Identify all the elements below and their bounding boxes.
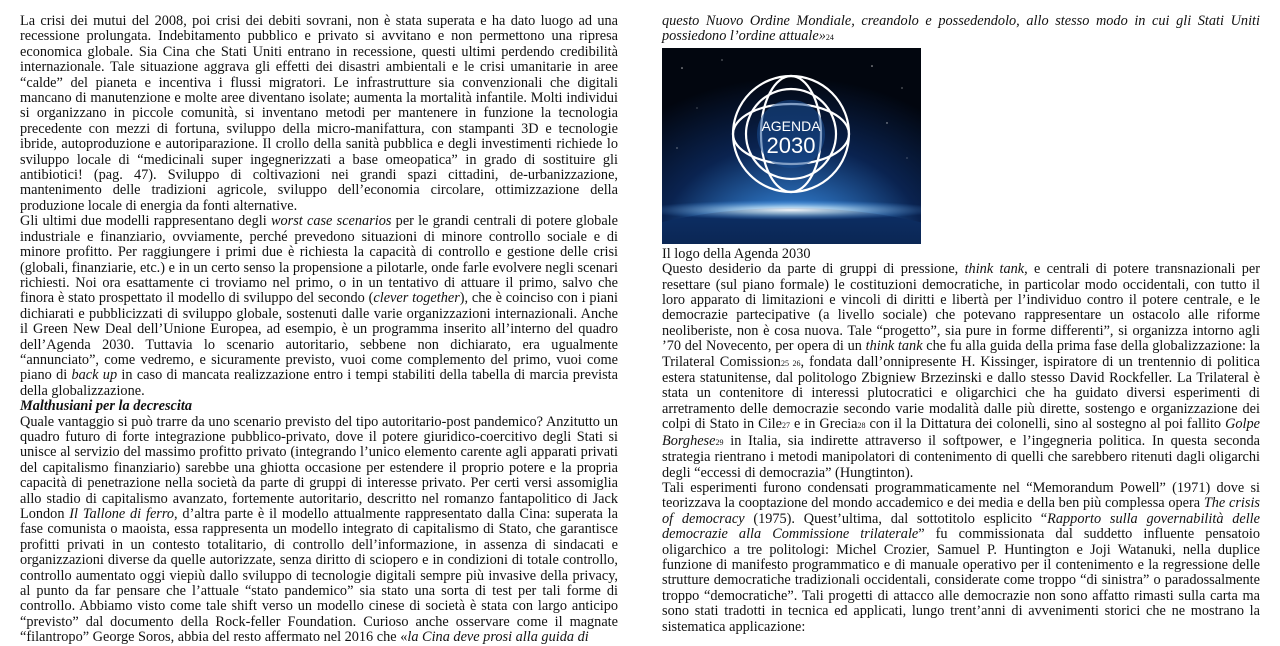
- footnote-ref: 24: [825, 33, 834, 43]
- section-heading: Malthusiani per la decrescita: [20, 398, 192, 415]
- figure-caption: Il logo della Agenda 2030: [662, 245, 811, 262]
- footnote-ref: 29: [715, 437, 724, 447]
- paragraph: Questo desiderio da parte di gruppi di pressione, think tank, e centrali di potere transnazionali per resettare (sul piano formale) le costituzioni democratiche, in particolar modo occidentali, con tutto il loro apparato di limitazioni e vincoli di diritti e libertà per l’individuo contro il potere centrale, e le democrazie partecipative (a livello sociale) che potevano rappresentare un ostacolo alle riforme neoliberiste, non è cosa nuova. Tale “progetto”, sia pure in forme differenti”, si organizza intorno agli ’70 del Novecento, per opera di un think tank che fu alla guida della prima fase della globalizzazione: la Trilateral Comission25 26, fondata dall’onnipresente H. Kissinger, ispiratore di un trentennio di politica estera statunitense, dal politologo Zbigniew Brzezinski e dallo stesso David Rockfeller. La Trilateral è stata un contenitore di interessi plutocratici e oligarchici che ha guidato diversi esperimenti di arretramento delle democrazie secondo varie modalità dalle più dirette, sostengo e organizzazione dei colpi di Stato in Cile27 e in Grecia28 con il la Dittatura dei colonelli, sino al sostegno al poi fallito Golpe Borghese29 in Italia, sia indirette attraverso il softpower, e l’ingegneria politica. In questa seconda strategia rientrano i metodi manipolatori di contenimento di quelli che sarebbero ritenuti dagli oligarchi degli “eccessi di democrazia” (Hungtinton).: [662, 261, 1261, 481]
- quote-continuation: questo Nuovo Ordine Mondiale, creandolo e possedendolo, allo stesso modo in cui gli Stati Uniti possiedono l’ordine attuale»24: [662, 13, 1260, 45]
- logo-year: 2030: [766, 132, 816, 158]
- right-column: [662, 14, 1260, 635]
- paragraph: Gli ultimi due modelli rappresentano degli worst case scenarios per le grandi centrali di potere globale industriale e finanziario, ovviamente, perché prevedono situazioni di minore controllo sociale e di minore profitto. Per raggiungere i primi due è richiesta la capacità di controllo e gestione delle crisi (globali, finanziarie, etc.) e in un certo senso la propensione a pilotarle, onde farle evolvere negli scenari richiesti. Noi ora esattamente ci troviamo nel primo, o in un tentativo di attuare il primo, salvo che finora è stato prospettato il modello di sviluppo del secondo (clever together), che è coinciso con i piani dichiarati e pubblicizzati di sviluppo globale, sostenuti dalle varie organizzazioni internazionali. Anche il Green New Deal dell’Unione Europea, ad esempio, è un programma inserito all’interno del quadro dell’Agenda 2030. Tuttavia lo scenario autoritario, sebbene non dichiarato, era ugualmente “annunciato”, come vedremo, e sicuramente previsto, vuoi come complemento del primo, vuoi come piano di back up in caso di mancata realizzazione entro i tempi stabiliti della tabella di marcia prevista della globalizzazione.: [20, 213, 619, 399]
- footnote-ref: 27: [782, 421, 790, 431]
- footnote-ref: 25 26: [780, 358, 801, 368]
- paragraph: Tali esperimenti furono condensati programmaticamente nel “Memorandum Powell” (1971) dove si teorizzava la cooptazione del mondo accademico e dei media e della ben più complessa opera The crisis of democracy (1975). Quest’ultima, dal sottotitolo esplicito “Rapporto sulla governabilità delle democrazie alla Commissione trilaterale” fu commissionata dal suddetto influente pensatoio oligarchico a tre politologi: Michel Crozier, Samuel P. Huntington e Joji Watanuki, nella duplice funzione di manifesto programmatico e di manuale operativo per il contenimento e la regressione delle strutture democratiche tradizionali occidentali, considerate come troppo “di sinistra” o paradossalmente troppo “democratiche”. Tali progetti di attacco alle democrazie non sono affatto rimasti sulla carta ma sono stati tradotti in tecnica ed applicati, lungo trent’anni di avvenimenti storici che ne mostrano la sistematica applicazione:: [662, 479, 1260, 635]
- logo-word: AGENDA: [761, 117, 821, 134]
- left-column: [20, 14, 618, 646]
- paragraph: Quale vantaggio si può trarre da uno scenario previsto del tipo autoritario-post pandemico? Anzitutto un quadro futuro di forte integrazione pubblico-privato, dove il potere giuridico-coercitivo degli Stati si unisce al servizio del massimo profitto privato (integrando l’unico elemento carente agli apparati privati del capitalismo finanziario) sarebbe una ghiotta occasione per estendere il proprio potere e la propria capacità di penetrazione nella società da parte di gruppi di interesse privato. Per certi versi assomiglia allo stadio di capitalismo avanzato, fortemente autoritario, descritto nel romanzo fantapolitico di Jack London Il Tallone di ferro, d’altra parte è il modello attualmente rappresentato dalla Cina: superata la fase comunista o maoista, essa rappresenta un modello integrato di capitalismo di Stato, che garantisce profitti privati in un contesto totalitario, di controllo dell’informazione, in assenza di sindacati e organizzazioni diverse da quelle autorizzate, senza diritto di sciopero e in condizioni di totale controllo, controllo aumentato oggi viepiù dallo sviluppo di tecnologie digitali sempre più invasive della privacy, al punto da far pensare che l’attuale “stato pandemico” sia stato una sorta di test per tali forme di controllo. Abbiamo visto come tale shift verso un modello cinese di società è stata con largo anticipo “previsto” dal documento della Rock-feller Foundation. Curioso anche osservare come il magnate “filantropo” George Soros, abbia del resto affermato nel 2016 che «la Cina deve prosi alla guida di: [20, 413, 618, 646]
- agenda-2030-logo-image: [662, 48, 921, 244]
- agenda-2030-logo-graphic: [662, 48, 921, 244]
- paragraph: La crisi dei mutui del 2008, poi crisi dei debiti sovrani, non è stata superata e ha dato luogo ad una recessione prolungata. Indebitamento pubblico e privato si avvitano e non permettono una ripresa economica globale. Sia Cina che Stati Uniti entrano in recessione, questi ultimi perdendo credibilità internazionale. Tale situazione aggrava gli effetti dei disastri ambientali e le crisi umanitarie in aree “calde” del pianeta e incentiva i flussi migratori. Le infrastrutture sia convenzionali che digitali mancano di manutenzione e molte aree diventano isolate; aumenta la mortalità infantile. Molti individui si organizzano in piccole comunità, si inventano metodi per mantenere in funzione la tecnologia precedente con mezzi di fortuna, sviluppo della micro-manifattura, con stampanti 3D e tecnologie ibride, autoproduzione e autoriparazione. Il crollo della sanità pubblica e degli investimenti richiede lo sviluppo locale di “medicinali super ingegnerizzati a base omeopatica” in grado di sostituire gli antibiotici! (pag. 47). Sviluppo di coltivazioni nei grandi spazi cittadini, de-urbanizzazione, mantenimento delle tradizioni agricole, sviluppo dell’economia circolare, ottimizzazione della produzione locale di energia da fonti alternative.: [20, 13, 618, 214]
- footnote-ref: 28: [857, 421, 866, 431]
